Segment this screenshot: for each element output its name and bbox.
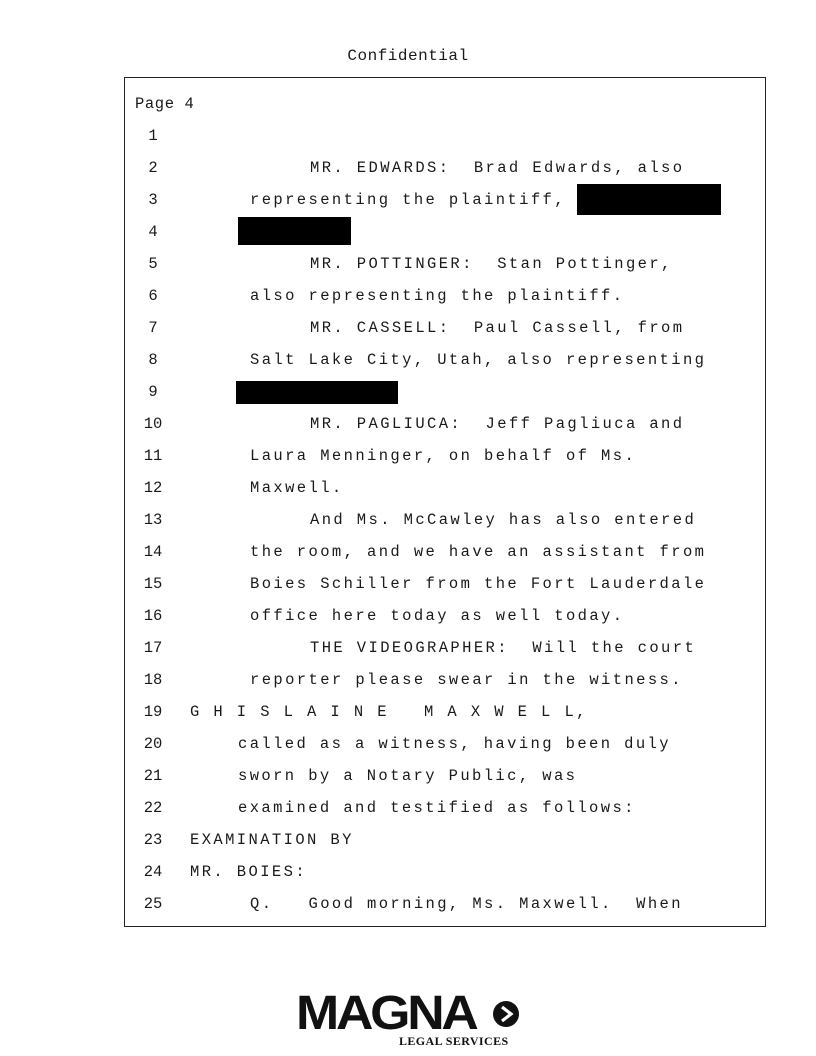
line-number: 25 [143,895,163,913]
transcript-line: MR. POTTINGER: Stan Pottinger, [310,255,673,273]
line-number: 20 [143,735,163,753]
transcript-line: MR. CASSELL: Paul Cassell, from [310,319,685,337]
transcript-line: MR. EDWARDS: Brad Edwards, also [310,159,685,177]
line-number: 1 [148,127,158,145]
transcript-line: Q. Good morning, Ms. Maxwell. When [250,895,683,913]
magna-logo [296,987,526,1048]
transcript-line: G H I S L A I N E M A X W E L L, [190,703,588,721]
transcript-line: Maxwell. [250,479,344,497]
transcript-line: sworn by a Notary Public, was [238,767,578,785]
transcript-line: also representing the plaintiff. [250,287,625,305]
transcript-line: the room, and we have an assistant from [250,543,707,561]
transcript-line: Laura Menninger, on behalf of Ms. [250,447,637,465]
line-number: 11 [143,447,163,465]
line-number: 2 [148,159,158,177]
line-number: 14 [143,543,163,561]
line-number: 15 [143,575,163,593]
line-number: 7 [148,319,158,337]
line-number: 9 [148,383,158,401]
transcript-line: THE VIDEOGRAPHER: Will the court [310,639,697,657]
line-number: 3 [148,191,158,209]
transcript-line: representing the plaintiff, [250,191,566,209]
line-number: 24 [143,863,163,881]
transcript-line: Salt Lake City, Utah, also representing [250,351,707,369]
line-number: 18 [143,671,163,689]
redaction-block [577,184,721,215]
transcript-line: And Ms. McCawley has also entered [310,511,697,529]
line-number: 5 [148,255,158,273]
line-number: 13 [143,511,163,529]
redaction-block [236,381,398,404]
line-number: 4 [148,223,158,241]
transcript-line: MR. BOIES: [190,863,308,881]
line-number: 8 [148,351,158,369]
line-number: 21 [143,767,163,785]
redaction-block [238,217,351,245]
line-number: 16 [143,607,163,625]
transcript-line: examined and testified as follows: [238,799,636,817]
confidential-header: Confidential [347,47,469,65]
transcript-line: called as a witness, having been duly [238,735,671,753]
logo-wordmark: MAGNA [296,987,476,1040]
transcript-line: reporter please swear in the witness. [250,671,683,689]
line-number: 17 [143,639,163,657]
line-number: 10 [143,415,163,433]
transcript-line: Boies Schiller from the Fort Lauderdale [250,575,707,593]
logo-subtitle: LEGAL SERVICES [399,1034,509,1048]
line-number: 6 [148,287,158,305]
transcript-line: MR. PAGLIUCA: Jeff Pagliuca and [310,415,685,433]
line-number: 23 [143,831,163,849]
page-number-label: Page 4 [135,95,195,113]
arrow-circle-icon [492,1000,520,1028]
line-number: 12 [143,479,163,497]
transcript-line: office here today as well today. [250,607,625,625]
line-number: 19 [143,703,163,721]
line-number: 22 [143,799,163,817]
transcript-line: EXAMINATION BY [190,831,354,849]
